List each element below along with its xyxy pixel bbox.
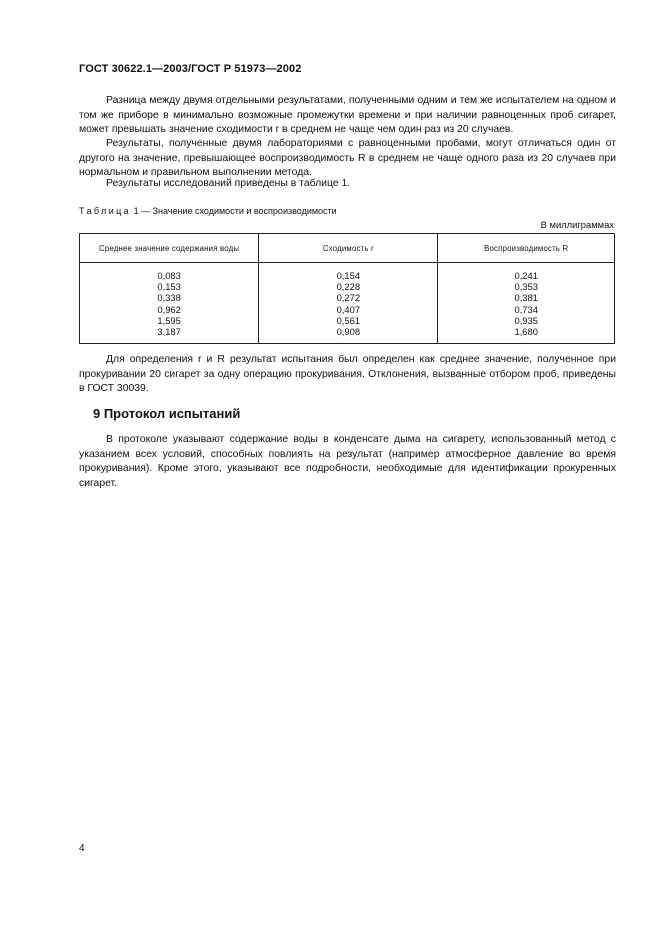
table-caption-text: 1 — Значение сходимости и воспроизводимости [131, 206, 337, 216]
section-title: 9 Протокол испытаний [93, 406, 241, 421]
table-cell: 0,908 [336, 326, 361, 338]
results-table [79, 233, 615, 344]
table-cell: 0,734 [514, 303, 538, 315]
paragraph-repeatability: Разница между двумя отдельными результатами, полученными одним и тем же испытателем на одном и том же приборе в минимально возможные промежутки времени и при наличии равноценных проб сигарет, может превышать значение сходимости r в среднем не чаще чем один раз из 20 случаев. [79, 95, 616, 135]
table-cell: 0,338 [157, 292, 181, 304]
header-repeatability: Сходимость r [259, 234, 438, 263]
column-mean-water [80, 263, 259, 344]
table-cell: 3,187 [157, 326, 181, 338]
table-cell: 0,154 [336, 270, 361, 281]
paragraph-protocol: В протоколе указывают содержание воды в конденсате дыма на сигарету, использованный метод с указанием всех условий, способных повлиять на результат (например атмосферное давление во время прокуривания). Кроме этого, указывают все подробности, необходимые для идентификации прокуренных сигарет. [79, 434, 616, 489]
header-mean-water: Среднее значение содержания воды [80, 234, 259, 263]
column-reproducibility [438, 263, 615, 344]
paragraph-results-reference: Результаты исследований приведены в таблице 1. [106, 178, 351, 189]
table-units: В миллиграммах [540, 219, 614, 230]
table-cell: 0,407 [336, 303, 361, 315]
table-cell: 1,680 [514, 326, 538, 338]
table-row [80, 263, 615, 344]
table-header-row [80, 234, 615, 263]
table-cell: 0,272 [336, 292, 361, 304]
table-cell: 0,353 [514, 281, 538, 293]
header-reproducibility: Воспроизводимость R [438, 234, 615, 263]
document-header: ГОСТ 30622.1—2003/ГОСТ Р 51973—2002 [79, 63, 302, 75]
table-cell: 0,228 [336, 281, 361, 293]
column-repeatability [259, 263, 438, 344]
table-cell: 0,083 [157, 270, 181, 281]
page-number: 4 [79, 843, 85, 854]
table-cell: 0,962 [157, 303, 181, 315]
table-cell: 0,561 [336, 314, 361, 326]
table-cell: 0,935 [514, 314, 538, 326]
table-caption [79, 206, 337, 216]
table-cell: 1,595 [157, 314, 181, 326]
table-caption-prefix: Таблица [79, 206, 132, 216]
paragraph-definition: Для определения r и R результат испытания был определен как среднее значение, полученное при прокуривании 20 сигарет за одну операцию прокуривания. Отклонения, вызванные отбором проб, приведены в ГОСТ 30039. [79, 354, 616, 394]
table-cell: 0,381 [514, 292, 538, 304]
table-cell: 0,241 [514, 270, 538, 281]
paragraph-reproducibility: Результаты, полученные двумя лабораториями с равноценными пробами, могут отличаться один от другого на значение, превышающее воспроизводимость R в среднем не чаще одного раза из 20 случаев при нормальном и правильном выполнении метода. [79, 138, 616, 178]
table-cell: 0,153 [157, 281, 181, 293]
